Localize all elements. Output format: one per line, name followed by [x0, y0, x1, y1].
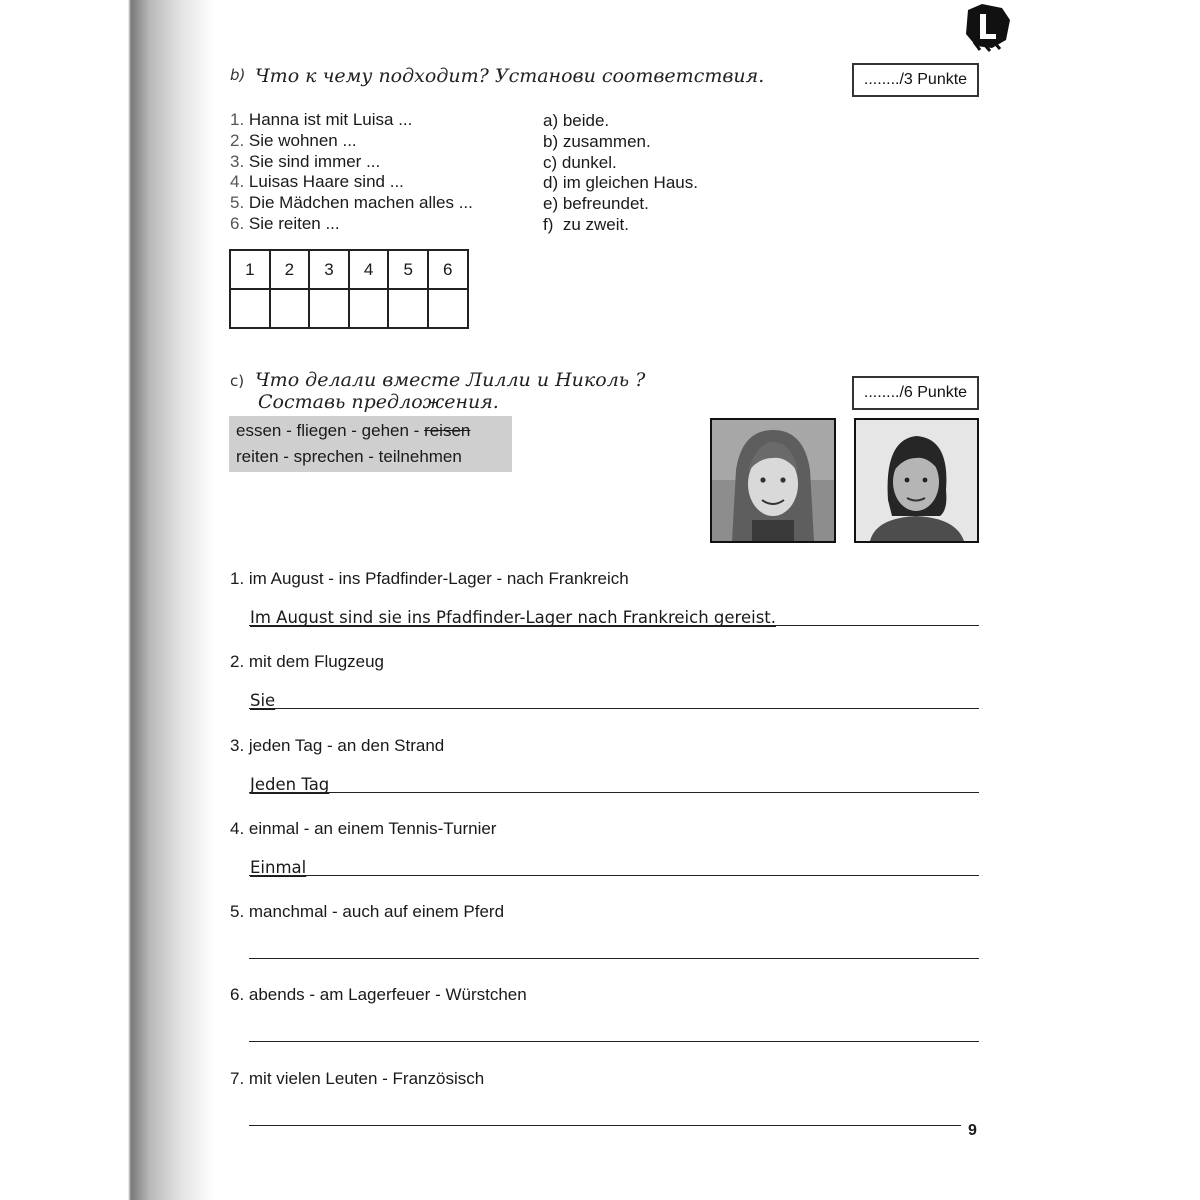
- grid-answer-cell[interactable]: [388, 289, 428, 328]
- answer-line-1[interactable]: [249, 625, 979, 626]
- task-b-right-list: [543, 111, 698, 236]
- grid-answer-cell[interactable]: [270, 289, 310, 328]
- task-b-points-box: [852, 63, 979, 97]
- exercise-prompt-7: 7. mit vielen Leuten - Französisch: [230, 1069, 485, 1088]
- task-b-title: Что к чему подходит? Установи соответствия.: [255, 65, 765, 87]
- grid-header-cell: 1: [230, 250, 270, 289]
- grid-header-cell: 4: [349, 250, 389, 289]
- grid-header-cell: 2: [270, 250, 310, 289]
- exercise-prompt-1: 1. im August - ins Pfadfinder-Lager - nach Frankreich: [230, 569, 629, 588]
- answer-line-3[interactable]: [249, 792, 979, 793]
- grid-header-cell: 5: [388, 250, 428, 289]
- task-c-title-line2: Составь предложения.: [258, 391, 499, 413]
- page-number: 9: [968, 1122, 977, 1139]
- task-c-letter: c): [230, 372, 245, 390]
- exercise-answer-1: Im August sind sie ins Pfadfinder-Lager nach Frankreich gereist.: [250, 608, 777, 627]
- photo-girl-lilli: [710, 418, 836, 543]
- grid-answer-cell[interactable]: [428, 289, 468, 328]
- list-item: b) zusammen.: [543, 131, 651, 151]
- answer-line-5[interactable]: [249, 958, 979, 959]
- exercise-prompt-6: 6. abends - am Lagerfeuer - Würstchen: [230, 985, 527, 1004]
- list-item: 5. Die Mädchen machen alles ...: [230, 193, 473, 213]
- exercise-answer-4: Einmal: [250, 858, 307, 877]
- struck-word: reisen: [424, 421, 471, 440]
- list-item: 2. Sie wohnen ...: [230, 130, 357, 150]
- exercise-prompt-5: 5. manchmal - auch auf einem Pferd: [230, 902, 505, 921]
- task-b-points-label: ......../3 Punkte: [863, 71, 968, 88]
- grid-answer-cell[interactable]: [230, 289, 270, 328]
- word-bank-line: essen - fliegen - gehen - reisen: [236, 421, 471, 440]
- task-c-points-label: ......../6 Punkte: [863, 384, 968, 401]
- grid-header-cell: 6: [428, 250, 468, 289]
- grid-answer-cell[interactable]: [309, 289, 349, 328]
- word-bank-box: [229, 416, 512, 472]
- exercise-answer-3: Jeden Tag: [250, 775, 330, 794]
- answer-grid: [229, 249, 469, 329]
- list-item: 4. Luisas Haare sind ...: [230, 172, 404, 192]
- list-item: 6. Sie reiten ...: [230, 213, 340, 233]
- list-item: c) dunkel.: [543, 152, 617, 172]
- exercise-prompt-2: 2. mit dem Flugzeug: [230, 652, 385, 671]
- exercise-prompt-3: 3. jeden Tag - an den Strand: [230, 736, 445, 755]
- list-item: 1. Hanna ist mit Luisa ...: [230, 110, 413, 129]
- list-item: 3. Sie sind immer ...: [230, 151, 381, 171]
- task-b-left-list: [230, 110, 473, 235]
- chapter-logo-icon: [962, 0, 1012, 52]
- exercise-answer-2: Sie: [250, 691, 276, 710]
- list-item: e) befreundet.: [543, 194, 649, 214]
- list-item: a) beide.: [543, 111, 610, 130]
- task-c-points-box: [852, 376, 979, 410]
- word-bank-line: reiten - sprechen - teilnehmen: [236, 447, 462, 466]
- answer-line-2[interactable]: [249, 708, 979, 709]
- exercise-prompt-4: 4. einmal - an einem Tennis-Turnier: [230, 819, 497, 838]
- grid-header-cell: 3: [309, 250, 349, 289]
- task-c-title-line1: Что делали вместе Лилли и Николь ?: [255, 369, 646, 391]
- list-item: f) zu zweit.: [543, 214, 629, 234]
- book-gutter-shadow: [0, 0, 215, 1200]
- answer-line-6[interactable]: [249, 1041, 979, 1042]
- grid-answer-cell[interactable]: [349, 289, 389, 328]
- list-item: d) im gleichen Haus.: [543, 173, 698, 193]
- task-b-letter: b): [230, 66, 246, 84]
- answer-line-7[interactable]: [249, 1125, 961, 1126]
- answer-line-4[interactable]: [249, 875, 979, 876]
- photo-girl-nicole: [854, 418, 979, 543]
